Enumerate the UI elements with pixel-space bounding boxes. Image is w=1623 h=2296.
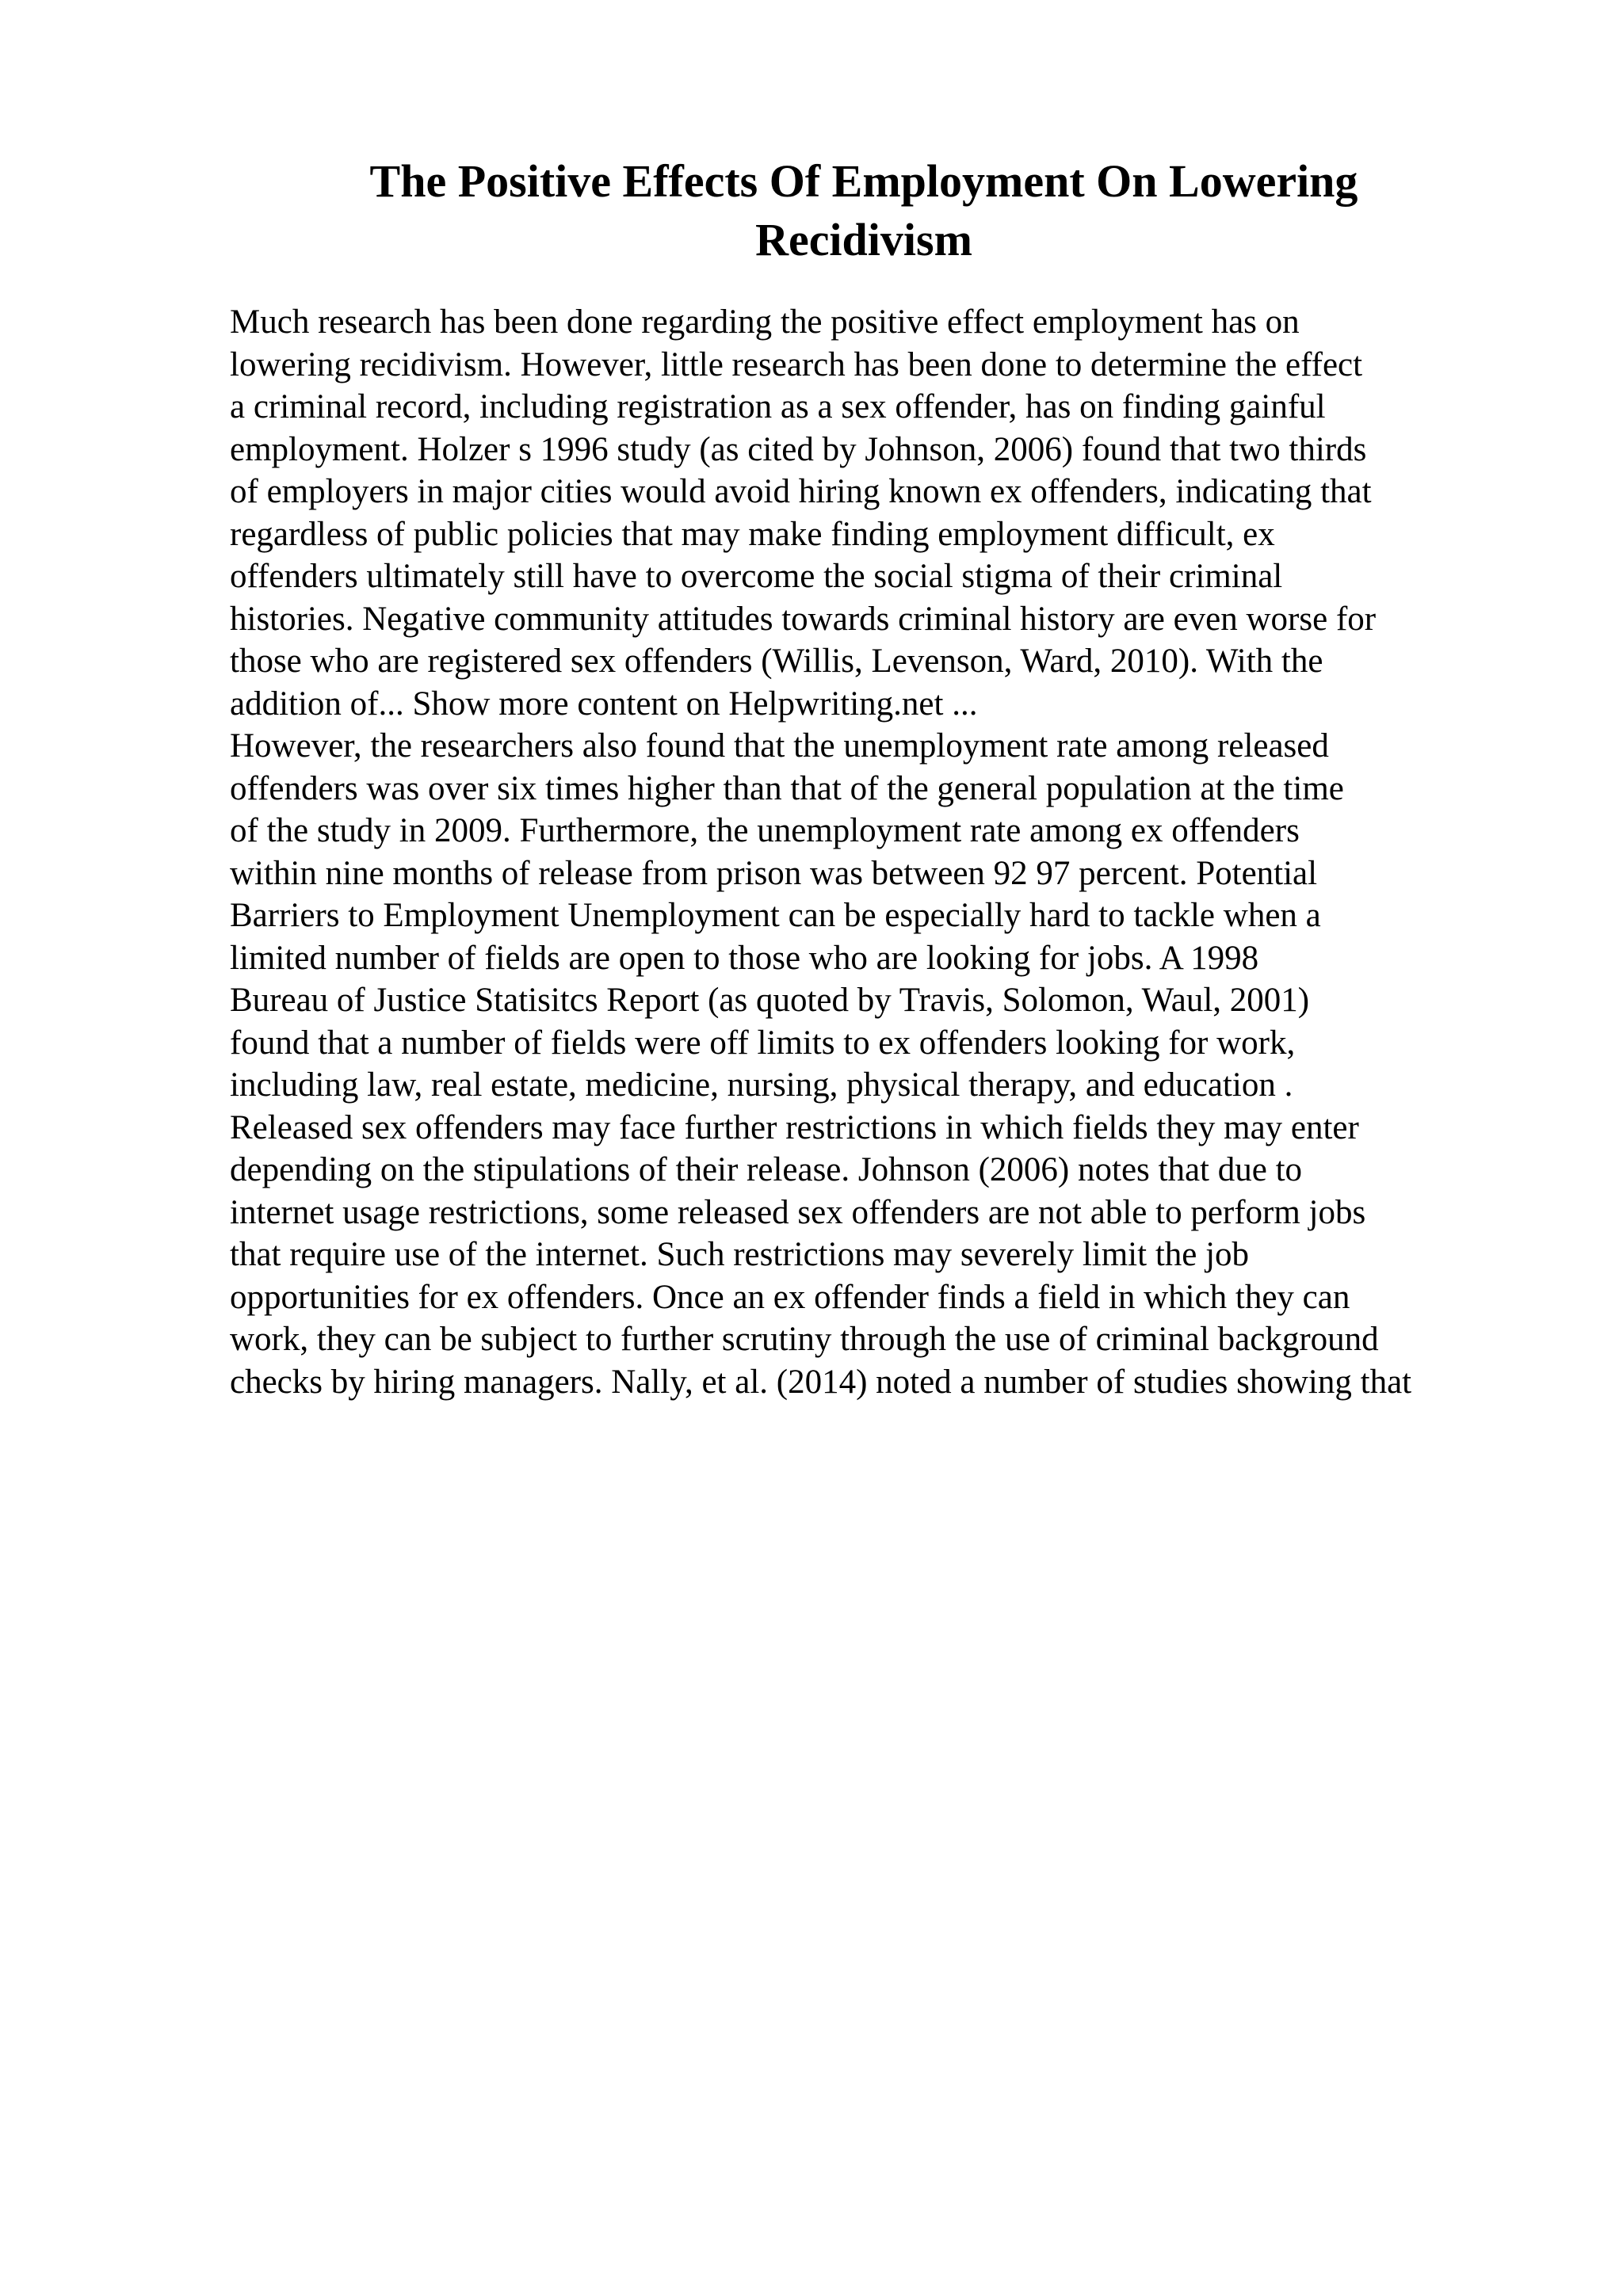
body-line: those who are registered sex offenders (Willis, Levenson, Ward, 2010). With the	[230, 643, 1323, 680]
body-line: employment. Holzer s 1996 study (as cited by Johnson, 2006) found that two thirds	[230, 430, 1367, 468]
body-line: Much research has been done regarding the positive effect employment has on	[230, 303, 1300, 341]
body-line: work, they can be subject to further scrutiny through the use of criminal background	[230, 1321, 1379, 1358]
body-line: checks by hiring managers. Nally, et al. (2014) noted a number of studies showing that	[230, 1363, 1412, 1401]
body-line: Barriers to Employment Unemployment can be especially hard to tackle when a	[230, 897, 1321, 934]
body-line: that require use of the internet. Such restrictions may severely limit the job	[230, 1236, 1250, 1273]
body-line: However, the researchers also found that the unemployment rate among released	[230, 727, 1329, 765]
body-text	[230, 301, 1593, 1403]
document-title	[230, 152, 1498, 269]
body-line: found that a number of fields were off limits to ex offenders looking for work,	[230, 1024, 1296, 1062]
body-line: within nine months of release from prison was between 92 97 percent. Potential	[230, 854, 1318, 892]
body-line: histories. Negative community attitudes towards criminal history are even worse for	[230, 600, 1377, 638]
body-line: offenders was over six times higher than that of the general population at the time	[230, 769, 1344, 807]
body-line: opportunities for ex offenders. Once an ex offender finds a field in which they can	[230, 1278, 1350, 1316]
title-line: Recidivism	[755, 214, 972, 265]
body-line: a criminal record, including registration as a sex offender, has on finding gainful	[230, 388, 1326, 425]
body-line: of employers in major cities would avoid hiring known ex offenders, indicating that	[230, 473, 1372, 510]
body-line: Bureau of Justice Statisitcs Report (as quoted by Travis, Solomon, Waul, 2001)	[230, 982, 1310, 1019]
body-line: addition of... Show more content on Helpwriting.net ...	[230, 685, 978, 723]
title-line: The Positive Effects Of Employment On Lowering	[369, 155, 1358, 207]
body-line: internet usage restrictions, some released sex offenders are not able to perform jobs	[230, 1193, 1366, 1231]
body-line: including law, real estate, medicine, nursing, physical therapy, and education .	[230, 1066, 1293, 1104]
body-line: offenders ultimately still have to overcome the social stigma of their criminal	[230, 558, 1283, 595]
body-line: Released sex offenders may face further restrictions in which fields they may enter	[230, 1108, 1359, 1146]
body-line: lowering recidivism. However, little research has been done to determine the effect	[230, 345, 1363, 383]
body-line: depending on the stipulations of their release. Johnson (2006) notes that due to	[230, 1151, 1303, 1188]
body-line: regardless of public policies that may make finding employment difficult, ex	[230, 515, 1275, 553]
body-line: of the study in 2009. Furthermore, the unemployment rate among ex offenders	[230, 812, 1300, 849]
body-line: limited number of fields are open to those who are looking for jobs. A 1998	[230, 939, 1259, 977]
